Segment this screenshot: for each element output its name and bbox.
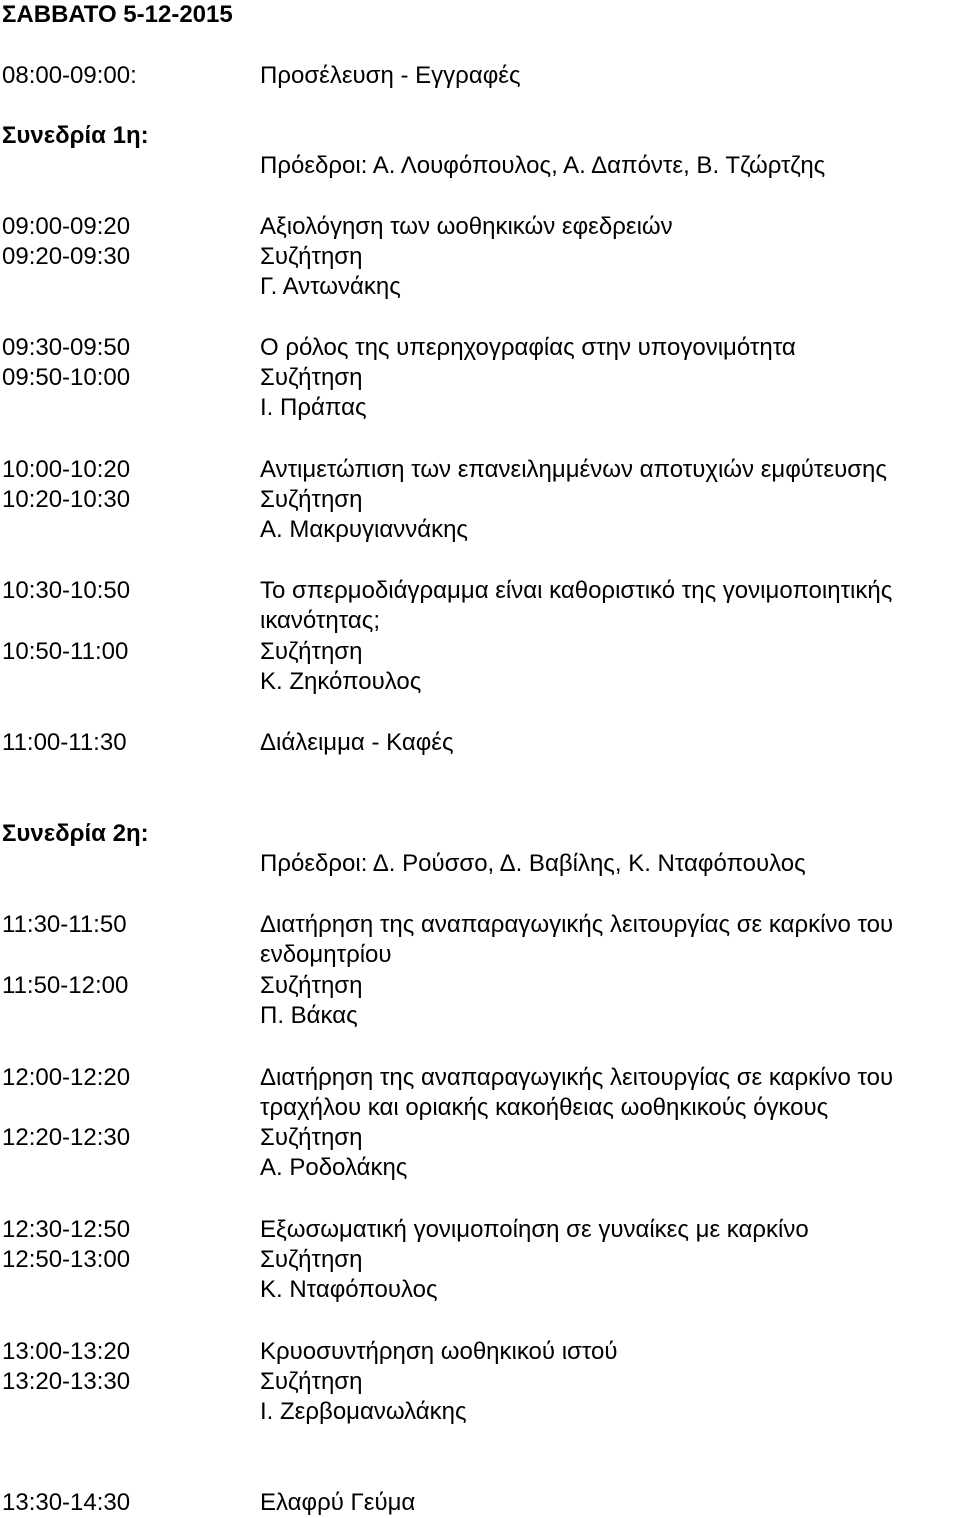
- session1-label: Συνεδρία 1η:: [2, 122, 149, 149]
- discussion-label: Συζήτηση: [260, 364, 363, 391]
- discussion-time: 13:20-13:30: [2, 1368, 131, 1395]
- discussion-time: 09:20-09:30: [2, 243, 131, 270]
- discussion-time: 10:20-10:30: [2, 486, 131, 513]
- discussion-time: 09:50-10:00: [2, 364, 131, 391]
- talk-time: 12:30-12:50: [2, 1216, 131, 1243]
- date-heading: ΣΑΒΒΑΤΟ 5-12-2015: [2, 1, 233, 28]
- talk-title-continued: ενδομητρίου: [260, 941, 392, 968]
- speaker: Κ. Ζηκόπουλος: [260, 668, 422, 695]
- discussion-label: Συζήτηση: [260, 1368, 363, 1395]
- registration-title: Προσέλευση - Εγγραφές: [260, 62, 521, 89]
- talk-time: 13:00-13:20: [2, 1338, 131, 1365]
- discussion-label: Συζήτηση: [260, 1246, 363, 1273]
- talk-title: Διατήρηση της αναπαραγωγικής λειτουργίας σε καρκίνο του: [260, 1064, 894, 1091]
- lunch-time: 13:30-14:30: [2, 1489, 131, 1516]
- speaker: Γ. Αντωνάκης: [260, 273, 401, 300]
- speaker: Κ. Νταφόπουλος: [260, 1276, 438, 1303]
- break-title: Διάλειμμα - Καφές: [260, 729, 454, 756]
- talk-title-continued: ικανότητας;: [260, 607, 380, 634]
- talk-title: Κρυοσυντήρηση ωοθηκικού ιστού: [260, 1338, 618, 1365]
- discussion-time: 11:50-12:00: [2, 972, 129, 999]
- lunch-title: Ελαφρύ Γεύμα: [260, 1489, 416, 1516]
- talk-time: 09:30-09:50: [2, 334, 131, 361]
- session1-chairs: Πρόεδροι: Α. Λουφόπουλος, Α. Δαπόντε, Β. Τζώρτζης: [260, 152, 826, 179]
- discussion-label: Συζήτηση: [260, 243, 363, 270]
- session2-chairs: Πρόεδροι: Δ. Ρούσσο, Δ. Βαβίλης, Κ. Νταφόπουλος: [260, 850, 806, 877]
- discussion-label: Συζήτηση: [260, 1124, 363, 1151]
- talk-time: 09:00-09:20: [2, 213, 131, 240]
- talk-title: Αξιολόγηση των ωοθηκικών εφεδρειών: [260, 213, 673, 240]
- talk-time: 10:30-10:50: [2, 577, 131, 604]
- break-time: 11:00-11:30: [2, 729, 127, 756]
- discussion-time: 12:50-13:00: [2, 1246, 131, 1273]
- talk-title: Εξωσωματική γονιμοποίηση σε γυναίκες με καρκίνο: [260, 1216, 809, 1243]
- speaker: Α. Ροδολάκης: [260, 1154, 408, 1181]
- discussion-time: 12:20-12:30: [2, 1124, 131, 1151]
- talk-title: Το σπερμοδιάγραμμα είναι καθοριστικό της γονιμοποιητικής: [260, 577, 893, 604]
- registration-time: 08:00-09:00:: [2, 62, 137, 89]
- talk-title: Διατήρηση της αναπαραγωγικής λειτουργίας σε καρκίνο του: [260, 911, 894, 938]
- discussion-label: Συζήτηση: [260, 972, 363, 999]
- speaker: Ι. Πράπας: [260, 394, 367, 421]
- session2-label: Συνεδρία 2η:: [2, 820, 149, 847]
- talk-title: Αντιμετώπιση των επανειλημμένων αποτυχιών εμφύτευσης: [260, 456, 887, 483]
- discussion-label: Συζήτηση: [260, 486, 363, 513]
- discussion-time: 10:50-11:00: [2, 638, 129, 665]
- speaker: Π. Βάκας: [260, 1002, 358, 1029]
- talk-time: 11:30-11:50: [2, 911, 127, 938]
- talk-title-continued: τραχήλου και οριακής κακοήθειας ωοθηκικούς όγκους: [260, 1094, 829, 1121]
- speaker: Α. Μακρυγιαννάκης: [260, 516, 468, 543]
- talk-title: Ο ρόλος της υπερηχογραφίας στην υπογονιμότητα: [260, 334, 796, 361]
- discussion-label: Συζήτηση: [260, 638, 363, 665]
- speaker: Ι. Ζερβομανωλάκης: [260, 1398, 467, 1425]
- talk-time: 12:00-12:20: [2, 1064, 131, 1091]
- talk-time: 10:00-10:20: [2, 456, 131, 483]
